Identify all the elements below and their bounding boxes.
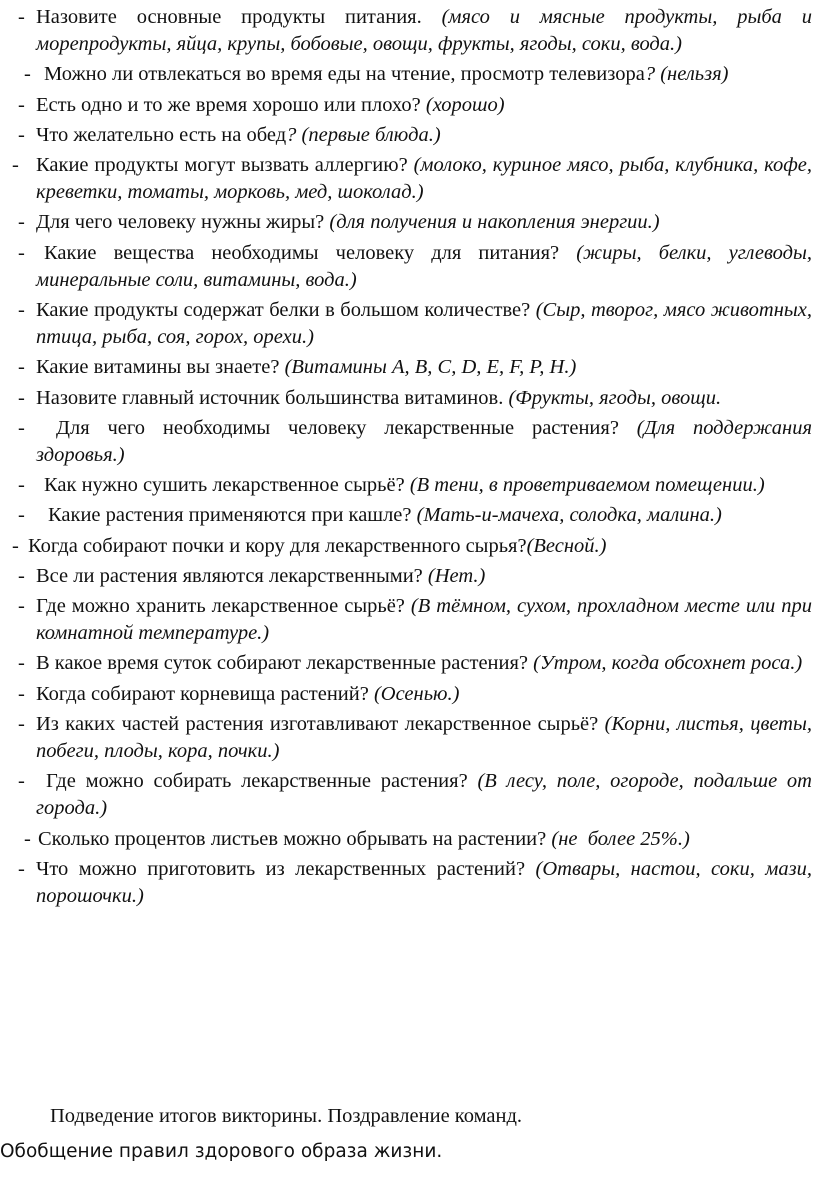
- list-dash: -: [18, 770, 25, 793]
- quiz-item: [0, 354, 816, 381]
- list-dash: -: [18, 211, 25, 234]
- quiz-answer: (жиры, белки, углеводы, минеральные соли, витамины, вода.): [36, 241, 812, 291]
- quiz-question: Что можно приготовить из лекарственных растений?: [36, 857, 536, 880]
- quiz-item: [0, 415, 816, 469]
- quiz-answer: (В тёмном, сухом, прохладном месте или при комнатной температуре.): [36, 595, 812, 645]
- list-dash: -: [18, 682, 25, 705]
- quiz-answer: (Весной.): [526, 534, 607, 557]
- quiz-question: Какие вещества необходимы человеку для питания?: [44, 241, 577, 264]
- quiz-question: Когда собирают почки и кору для лекарственного сырья?: [28, 534, 527, 557]
- list-dash: -: [18, 564, 25, 587]
- list-dash: -: [24, 827, 31, 850]
- quiz-question: Где можно хранить лекарственное сырьё?: [36, 595, 411, 618]
- quiz-question: Есть одно и то же время хорошо или плохо?: [36, 93, 426, 116]
- list-dash: -: [18, 474, 25, 497]
- quiz-item: [0, 4, 816, 58]
- quiz-answer: (Отвары, настои, соки, мази, порошочки.): [36, 857, 812, 908]
- list-dash: -: [18, 652, 25, 675]
- quiz-question: Когда собирают корневища растений?: [36, 682, 374, 705]
- quiz-item: [0, 711, 816, 765]
- quiz-summary-line: Подведение итогов викторины. Поздравление команд.: [50, 1105, 523, 1127]
- quiz-item: [0, 650, 816, 677]
- quiz-answer: (хорошо): [425, 93, 505, 116]
- quiz-item: [0, 122, 816, 149]
- quiz-answer: ? (первые блюда.): [286, 123, 441, 146]
- list-dash: -: [24, 63, 31, 86]
- quiz-answer: (Корни, листья, цветы, побеги, плоды, кора, почки.): [36, 712, 812, 763]
- list-dash: -: [12, 534, 19, 557]
- quiz-item: [0, 92, 816, 119]
- quiz-answer: (не более 25%.): [551, 827, 690, 850]
- quiz-question: В какое время суток собирают лекарственные растения?: [36, 652, 534, 675]
- quiz-question: Какие продукты содержат белки в большом количестве?: [36, 299, 536, 322]
- quiz-item: [0, 826, 816, 853]
- quiz-answer: (Осенью.): [373, 682, 460, 705]
- quiz-item: [0, 472, 816, 499]
- list-dash: -: [18, 712, 25, 735]
- quiz-answer: (В тени, в проветриваемом помещении.): [409, 474, 765, 497]
- quiz-answer: (для получения и накопления энергии.): [329, 211, 660, 234]
- list-dash: -: [18, 93, 25, 116]
- quiz-item: [0, 533, 816, 560]
- quiz-question: Где можно собирать лекарственные растения?: [46, 770, 478, 793]
- quiz-item: [0, 563, 816, 590]
- quiz-question: Можно ли отвлекаться во время еды на чтение, просмотр телевизора: [44, 63, 645, 86]
- quiz-item: [0, 593, 816, 647]
- quiz-answer: (Нет.): [427, 564, 486, 587]
- list-dash: -: [18, 241, 25, 264]
- list-dash: -: [18, 299, 25, 322]
- quiz-item: [0, 152, 816, 206]
- quiz-answer: (Для поддержания здоровья.): [36, 416, 812, 467]
- quiz-answer: (Сыр, творог, мясо животных, птица, рыба, соя, горох, орехи.): [36, 299, 813, 349]
- quiz-answer: (В лесу, поле, огороде, подальше от города.): [36, 770, 812, 820]
- quiz-question: Какие растения применяются при кашле?: [48, 504, 417, 527]
- quiz-question: Все ли растения являются лекарственными?: [36, 564, 428, 587]
- quiz-question: Сколько процентов листьев можно обрывать на растении?: [38, 827, 552, 850]
- quiz-answer: (Утром, когда обсохнет роса.): [533, 652, 803, 675]
- quiz-question: Для чего человеку нужны жиры?: [36, 211, 330, 234]
- list-dash: -: [18, 857, 25, 880]
- quiz-question-list: [0, 4, 816, 910]
- section-heading: Обобщение правил здорового образа жизни.: [0, 1141, 443, 1162]
- quiz-item: [0, 681, 816, 708]
- list-dash: -: [12, 154, 19, 177]
- quiz-question: Какие продукты могут вызвать аллергию?: [36, 154, 414, 177]
- list-dash: -: [18, 123, 25, 146]
- quiz-answer: (Мать-и-мачеха, солодка, малина.): [416, 504, 722, 527]
- quiz-answer: (мясо и мясные продукты, рыба и морепродукты, яйца, крупы, бобовые, овощи, фрукты, ягоды, соки, вода.): [36, 6, 812, 56]
- list-dash: -: [18, 356, 25, 379]
- quiz-question: Для чего необходимы человеку лекарственные растения?: [56, 416, 637, 439]
- quiz-question: Какие витамины вы знаете?: [36, 356, 285, 379]
- quiz-question: Назовите главный источник большинства витаминов.: [36, 386, 509, 409]
- list-dash: -: [18, 416, 25, 439]
- list-dash: -: [18, 504, 25, 527]
- quiz-item: [0, 856, 816, 910]
- quiz-answer: (молоко, куриное мясо, рыба, клубника, кофе, креветки, томаты, морковь, мед, шоколад.): [36, 154, 812, 204]
- quiz-item: [0, 502, 816, 529]
- quiz-item: [0, 385, 816, 412]
- quiz-answer: ? (нельзя): [644, 63, 729, 86]
- quiz-item: [0, 768, 816, 822]
- quiz-answer: (Витамины A, B, C, D, E, F, P, H.): [284, 356, 577, 379]
- quiz-answer: (Фрукты, ягоды, овощи.: [508, 386, 722, 409]
- quiz-item: [0, 209, 816, 236]
- quiz-item: [0, 297, 816, 351]
- list-dash: -: [18, 6, 25, 28]
- quiz-item: [0, 61, 816, 88]
- quiz-question: Как нужно сушить лекарственное сырьё?: [44, 474, 410, 497]
- list-dash: -: [18, 595, 25, 618]
- list-dash: -: [18, 386, 25, 409]
- quiz-item: [0, 240, 816, 294]
- quiz-question: Из каких частей растения изготавливают лекарственное сырьё?: [36, 712, 605, 735]
- quiz-question: Что желательно есть на обед: [36, 123, 287, 146]
- quiz-question: Назовите основные продукты питания.: [36, 6, 442, 28]
